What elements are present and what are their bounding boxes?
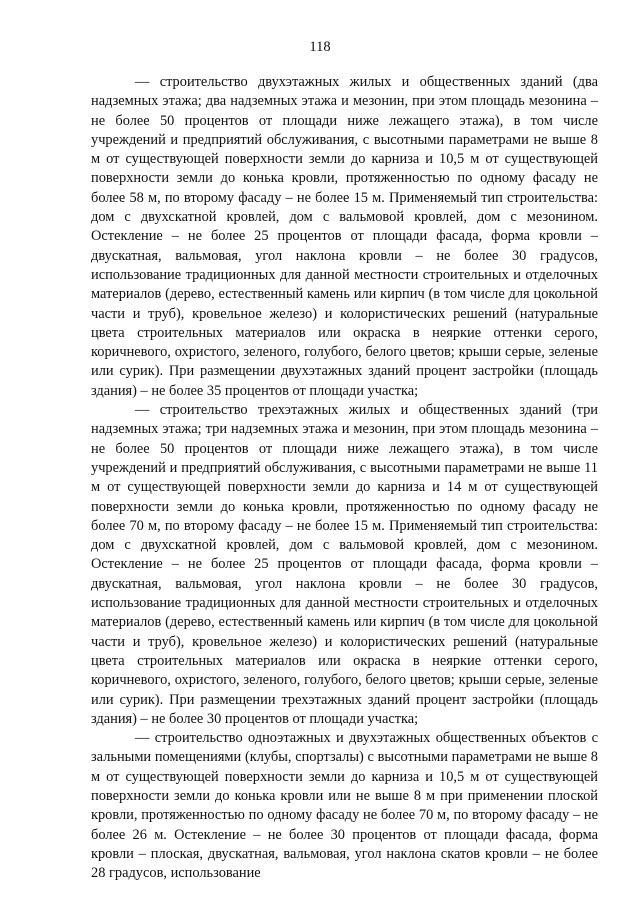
paragraph-two-storey-buildings: — строительство двухэтажных жилых и общественных зданий (два надземных этажа; два надземных этажа и мезонин, при этом площадь мезонина – не более 50 процентов от площади ниже лежащего этажа), в том числе учреждений и предприятий обслуживания, с высотными параметрами не выше 8 м от существующей поверхности земли до карниза и 10,5 м от существующей поверхности земли до конька кровли, протяженностью по одному фасаду не более 58 м, по второму фасаду – не более 15 м. Применяемый тип строительства: дом с двухскатной кровлей, дом с вальмовой кровлей, дом с мезонином. Остекление – не более 25 процентов от площади фасада, форма кровли – двускатная, вальмовая, угол наклона кровли – не более 30 градусов, использование традиционных для данной местности строительных и отделочных материалов (дерево, естественный камень или кирпич (в том числе для цокольной части и труб), кровельное железо) и колористических решений (натуральные цвета строительных материалов или окраска в неяркие оттенки серого, коричневого, охристого, зеленого, голубого, белого цветов; крыши серые, зеленые или сурик). При размещении двухэтажных зданий процент застройки (площадь здания) – не более 35 процентов от площади участка; [91, 74, 598, 399]
document-body [91, 73, 598, 883]
paragraph-hall-buildings: — строительство одноэтажных и двухэтажных общественных объектов с зальными помещениями (клубы, спортзалы) с высотными параметрами не выше 8 м от существующей поверхности земли до карниза и 10,5 м от существующей поверхности земли до конька кровли или не выше 8 м при применении плоской кровли, протяженностью по одному фасаду не более 70 м, по второму фасаду – не более 26 м. Остекление – не более 30 процентов от площади фасада, форма кровли – плоская, двускатная, вальмовая, угол наклона скатов кровли – не более 28 градусов, использование [91, 730, 598, 882]
paragraph-three-storey-buildings: — строительство трехэтажных жилых и общественных зданий (три надземных этажа; три надземных этажа и мезонин, при этом площадь мезонина – не более 50 процентов от площади ниже лежащего этажа), в том числе учреждений и предприятий обслуживания, с высотными параметрами не выше 11 м от существующей поверхности земли до карниза и 14 м от существующей поверхности земли до конька кровли, протяженностью по одному фасаду не более 70 м, по второму фасаду – не более 15 м. Применяемый тип строительства: дом с двухскатной кровлей, дом с вальмовой кровлей, дом с мезонином. Остекление – не более 25 процентов от площади фасада, форма кровли – двускатная, вальмовая, угол наклона кровли – не более 30 градусов, использование традиционных для данной местности строительных и отделочных материалов (дерево, естественный камень или кирпич (в том числе для цокольной части и труб), кровельное железо) и колористических решений (натуральные цвета строительных материалов или окраска в неяркие оттенки серого, коричневого, охристого, зеленого, голубого, белого цветов; крыши серые, зеленые или сурик). При размещении трехэтажных зданий процент застройки (площадь здания) – не более 30 процентов от площади участка; [91, 402, 598, 727]
page-number: 118 [309, 39, 331, 55]
